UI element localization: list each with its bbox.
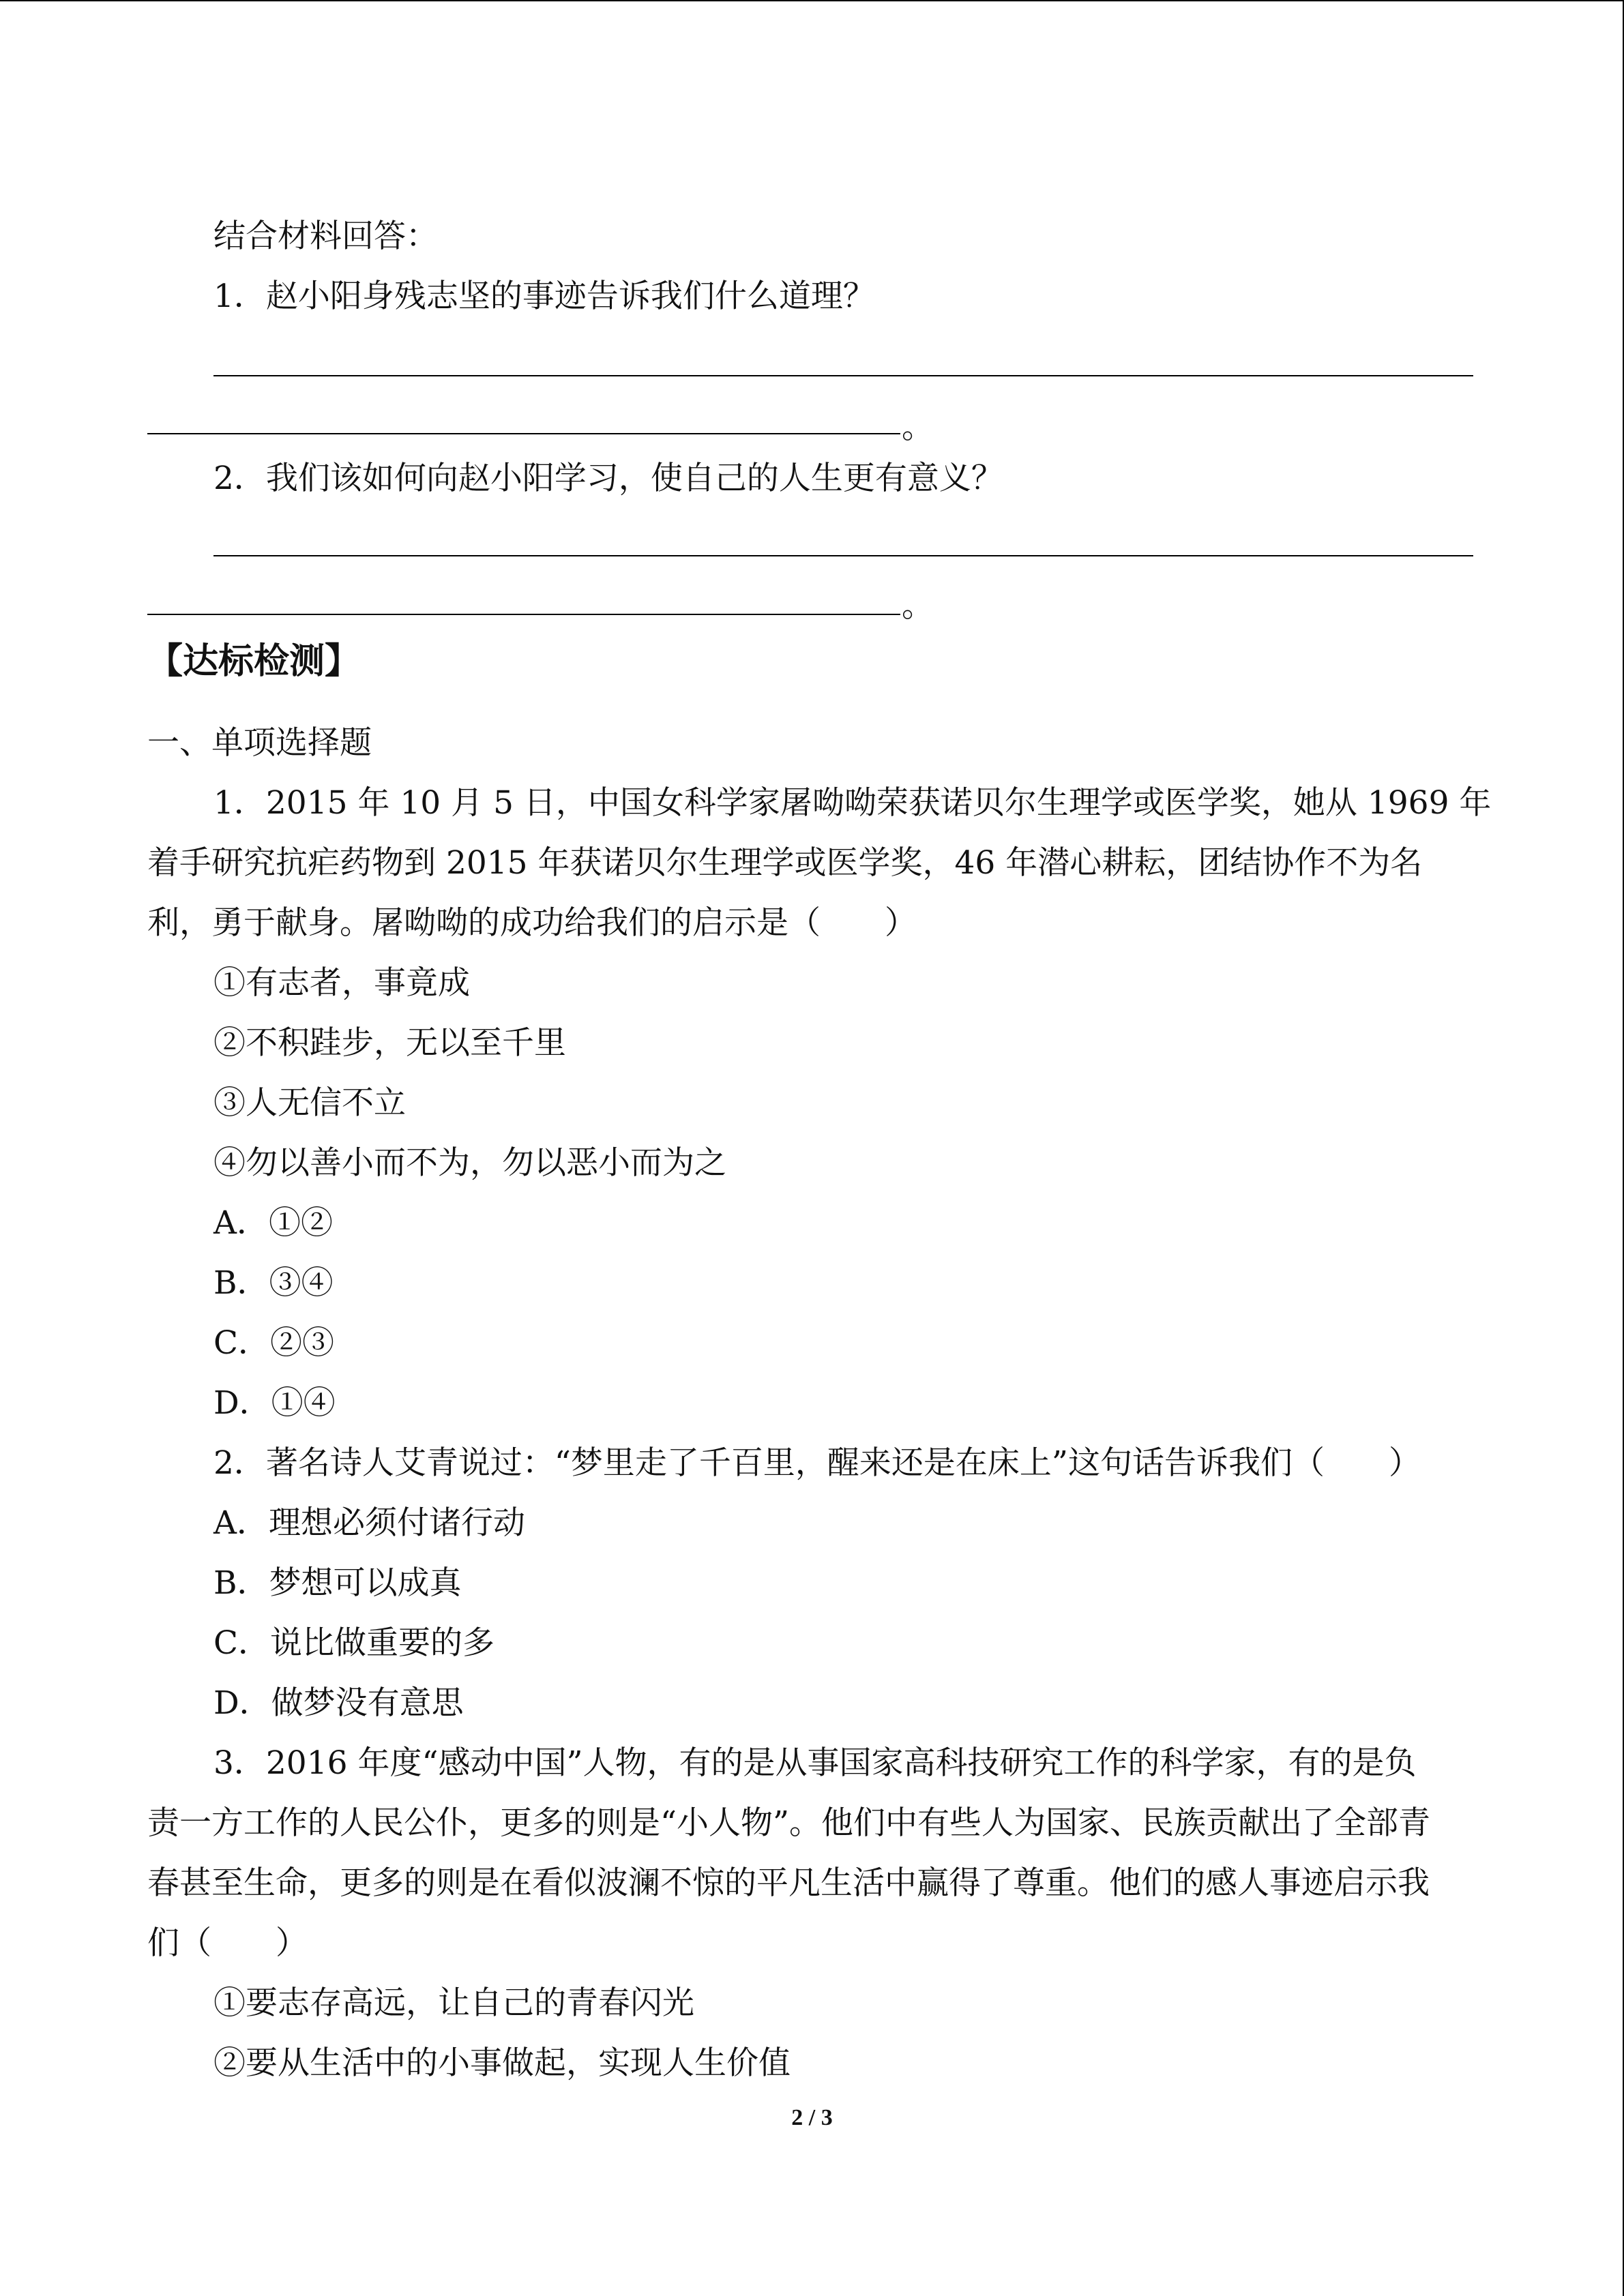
answer-option: B．梦想可以成真 xyxy=(213,1564,462,1602)
section-title: 【达标检测】 xyxy=(147,641,361,682)
part-title: 一、单项选择题 xyxy=(147,724,372,762)
question-text: 责一方工作的人民公仆，更多的则是“小人物”。他们中有些人为国家、民族贡献出了全部青 xyxy=(147,1804,1431,1842)
answer-option: D．①④ xyxy=(213,1384,336,1422)
question-text: 3．2016 年度“感动中国”人物，有的是从事国家高科技研究工作的科学家，有的是负 xyxy=(213,1744,1417,1782)
statement-item: ③人无信不立 xyxy=(213,1084,406,1122)
answer-option: C．说比做重要的多 xyxy=(213,1624,494,1662)
question-text: 2．我们该如何向赵小阳学习，使自己的人生更有意义？ xyxy=(213,460,1003,497)
question-text: 着手研究抗疟药物到 2015 年获诺贝尔生理学或医学奖，46 年潜心耕耘，团结协作不为名 xyxy=(147,844,1423,882)
answer-option: A．①② xyxy=(213,1204,333,1242)
answer-option: A．理想必须付诸行动 xyxy=(213,1504,525,1542)
page-number: 2 / 3 xyxy=(791,2105,833,2130)
answer-line xyxy=(213,375,1473,376)
question-text: 2．著名诗人艾青说过：“梦里走了千百里，醒来还是在床上”这句话告诉我们（ ） xyxy=(213,1444,1421,1482)
statement-item: ②要从生活中的小事做起，实现人生价值 xyxy=(213,2044,791,2082)
answer-option: C．②③ xyxy=(213,1324,334,1362)
answer-period: 。 xyxy=(902,408,934,446)
answer-line xyxy=(213,555,1473,556)
question-text: 们（ ） xyxy=(147,1924,308,1962)
material-intro: 结合材料回答： xyxy=(213,218,438,255)
answer-period: 。 xyxy=(902,587,934,625)
statement-item: ④勿以善小而不为，勿以恶小而为之 xyxy=(213,1144,726,1182)
statement-item: ②不积跬步，无以至千里 xyxy=(213,1024,566,1062)
statement-item: ①有志者，事竟成 xyxy=(213,964,470,1002)
answer-line xyxy=(147,433,900,434)
answer-line xyxy=(147,614,900,615)
question-text: 1．2015 年 10 月 5 日，中国女科学家屠呦呦荣获诺贝尔生理学或医学奖，她从 1969 年 xyxy=(213,784,1492,822)
question-text: 1．赵小阳身残志坚的事迹告诉我们什么道理？ xyxy=(213,278,875,315)
question-text: 利，勇于献身。屠呦呦的成功给我们的启示是（ ） xyxy=(147,904,917,942)
answer-option: D．做梦没有意思 xyxy=(213,1684,464,1722)
statement-item: ①要志存高远，让自己的青春闪光 xyxy=(213,1984,694,2022)
answer-option: B．③④ xyxy=(213,1264,334,1302)
question-text: 春甚至生命，更多的则是在看似波澜不惊的平凡生活中赢得了尊重。他们的感人事迹启示我 xyxy=(147,1864,1430,1902)
